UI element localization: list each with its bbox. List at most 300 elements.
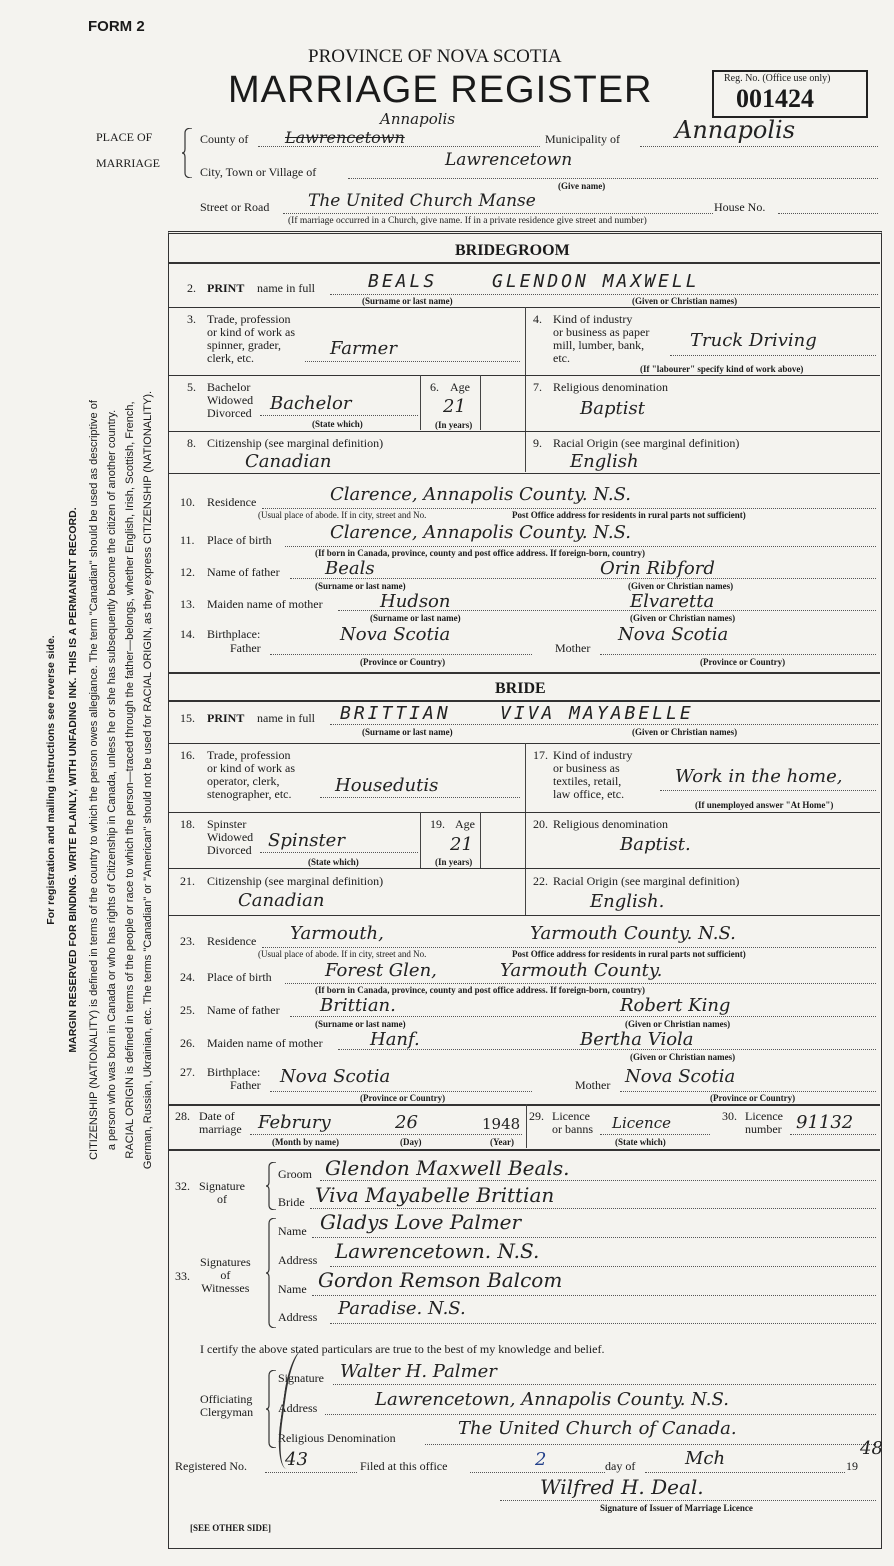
text-line: clerk, etc. [207,351,254,365]
dotted-fill-line [600,1134,710,1135]
reg-number-label: Reg. No. (Office use only) [724,73,831,84]
reg-number-box [712,70,868,118]
mother-bp-label: Mother [555,641,591,655]
groom-status: Bachelor [270,393,352,414]
dotted-fill-line [312,1295,876,1296]
rule-divider [168,431,880,432]
witness-address-label: Address [278,1310,318,1324]
rule-divider [525,307,526,472]
clergy-signature-label: Signature [278,1371,324,1385]
surname-note: (Surname or last name) [315,1019,406,1029]
field-number: 27. [180,1065,195,1079]
field-number: 18. [180,817,195,831]
dotted-fill-line [285,546,876,547]
dotted-fill-line [645,1472,845,1473]
bride-father-birthplace: Nova Scotia [280,1066,391,1087]
month-note: (Month by name) [272,1137,339,1147]
text-line: operator, clerk, [207,774,280,788]
bride-status-label [207,818,253,857]
text-line: law office, etc. [553,787,625,801]
bride-citizenship: Canadian [238,890,325,911]
field-number: 30. [722,1109,737,1123]
brace [266,1370,276,1448]
groom-given-names: GLENDON MAXWELL [492,271,700,292]
state-which-note: (State which) [615,1137,666,1147]
dotted-fill-line [250,1134,522,1135]
dotted-fill-line [265,1472,357,1473]
text-line: Kind of industry [553,748,633,762]
marriage-month: Februry [258,1112,331,1133]
rule-divider [168,1104,880,1106]
field-number: 32. [175,1179,190,1193]
industry-note: (If "labourer" specify kind of work above) [640,364,804,374]
filed-day: 2 [535,1449,547,1470]
groom-father-surname: Beals [325,558,375,579]
dotted-fill-line [262,508,876,509]
certification-statement: I certify the above stated particulars are true to the best of my knowledge and belief. [200,1342,605,1356]
birthplace-label: Birthplace: [207,627,261,641]
marriage-year: 1948 [482,1115,521,1133]
birth-note: (If born in Canada, province, county and post office address. If foreign-born, country) [315,548,646,558]
field-number: 24. [180,970,195,984]
text-line: Clergyman [200,1405,254,1419]
dotted-fill-line [640,146,878,147]
street-label: Street or Road [200,200,270,214]
witness2-name: Gordon Remson Balcom [318,1268,563,1292]
dotted-fill-line [320,1180,876,1181]
text-line: Trade, profession [207,748,291,762]
text-line: Trade, profession [207,312,291,326]
groom-sig-label: Groom [278,1167,312,1181]
house-label: House No. [714,200,766,214]
dotted-fill-line [283,213,713,214]
dotted-fill-line [260,415,418,416]
text-line: number [745,1122,782,1136]
text-line: textiles, retail, [553,774,622,788]
field-number: 29. [529,1109,544,1123]
field-number: 7. [533,380,542,394]
print-label: PRINT [207,711,245,725]
text-line: Signatures [200,1255,251,1269]
text-line: or business as paper [553,325,650,339]
bride-trade: Housedutis [335,775,439,796]
text-line: of [217,1192,227,1206]
mother-bp-label: Mother [575,1078,611,1092]
signature-of-label [199,1180,245,1206]
father-bp-label: Father [230,1078,261,1092]
brace [266,1218,276,1328]
witness-name-label: Name [278,1282,307,1296]
bride-religion: Baptist. [620,834,691,855]
dotted-fill-line [330,724,878,725]
text-line: or kind of work as [207,325,295,339]
margin-line: a person who was born in Canada or who has rights of Citizenship in Canada, unless he or she has subsequently become the citizen of another country. [106,409,118,1151]
birthplace-label: Birthplace: [207,1065,261,1079]
father-bp-label: Father [230,641,261,655]
bride-birthplace-county: Yarmouth County. [500,960,663,981]
witness1-address: Lawrencetown. N.S. [335,1239,540,1263]
province-country-note: (Province or Country) [360,1093,446,1103]
text-line: Kind of industry [553,312,633,326]
rule-divider [168,375,880,376]
bride-signature: Viva Mayabelle Brittian [315,1183,555,1207]
place-label: MARRIAGE [96,156,161,170]
rule-divider [168,1149,880,1151]
county-value-struck: Lawrencetown [285,128,405,147]
place-label: PLACE OF [96,130,153,144]
rule-divider [168,473,880,474]
birth-label: Place of birth [207,970,272,984]
rule-divider [168,262,880,264]
brace-shape [182,128,192,178]
residence-note: Post Office address for residents in rural parts not sufficient) [512,949,746,959]
text-line: Licence [552,1109,590,1123]
field-number: 3. [187,312,196,326]
text-line: Divorced [207,843,252,857]
brace-shape [182,128,192,178]
county-value: Annapolis [380,110,456,128]
birth-label: Place of birth [207,533,272,547]
text-line: spinner, grader, [207,338,282,352]
witness1-name: Gladys Love Palmer [320,1210,522,1234]
dotted-fill-line [270,1091,532,1092]
officiating-clergyman-label [200,1393,253,1419]
age-label: Age [455,817,475,831]
in-years-note: (In years) [435,857,473,867]
dotted-fill-line [262,947,876,948]
city-value: Lawrencetown [445,150,573,170]
bride-sig-label: Bride [278,1195,305,1209]
dotted-fill-line [620,1091,876,1092]
bride-age: 21 [450,834,473,855]
clergy-address-label: Address [278,1401,318,1415]
licence-label [552,1110,593,1136]
margin-line: German, Russian, Ukrainian, etc. The terms "Canadian" or "American" should not be used for RACIAL ORIGIN, as they express CITIZENSHIP (NATIONALITY). [142,390,154,1170]
birth-note: (If born in Canada, province, county and post office address. If foreign-born, country) [315,985,646,995]
field-number: 28. [175,1109,190,1123]
groom-industry: Truck Driving [690,330,817,351]
field-number: 11. [180,533,195,547]
text-line: Divorced [207,406,252,420]
groom-mother-surname: Hudson [380,591,451,612]
bride-industry-label [553,749,632,801]
dotted-fill-line [600,654,876,655]
bride-heading: BRIDE [495,680,546,697]
clergy-signature: Walter H. Palmer [340,1361,497,1382]
rule-divider [168,672,880,674]
dotted-fill-line [670,355,876,356]
groom-status-label [207,381,253,420]
field-number: 14. [180,627,195,641]
field-number: 16. [180,748,195,762]
dotted-fill-line [330,1323,876,1324]
reg-number: 001424 [736,84,814,113]
state-which-note: (State which) [312,419,363,429]
groom-industry-label [553,313,649,365]
rule-divider [168,307,880,308]
given-note: (Given or Christian names) [628,581,734,591]
municipality-value: Annapolis [675,116,796,144]
bride-racial-origin: English. [590,891,665,912]
dotted-fill-line [778,213,878,214]
given-note: (Given or Christian names) [630,613,736,623]
groom-religion: Baptist [580,398,645,419]
bride-surname: BRITTIAN [340,703,451,724]
groom-racial-origin: English [570,451,639,472]
dotted-fill-line [270,654,532,655]
text-line: Date of [199,1109,235,1123]
brace [266,1162,276,1210]
margin-line: For registration and mailing instructions see reverse side. [45,635,57,925]
dotted-fill-line [305,361,520,362]
street-value: The United Church Manse [308,191,536,211]
registered-number: 43 [285,1449,308,1470]
clergy-denomination: The United Church of Canada. [458,1418,737,1439]
rule-divider [525,743,526,915]
groom-trade: Farmer [330,338,397,359]
dotted-fill-line [330,294,878,295]
groom-citizenship: Canadian [245,451,332,472]
field-number: 26. [180,1036,195,1050]
text-line: Witnesses [201,1281,250,1295]
margin-line: RACIAL ORIGIN is defined in terms of the people or race to which the person—traced through the father—belongs, whether English, Irish, Scottish, French, [124,401,136,1159]
field-number: 4. [533,312,542,326]
name-in-full-label: name in full [257,281,315,295]
text-line: Licence [745,1109,783,1123]
dotted-fill-line [325,1414,876,1415]
field-number: 8. [187,436,196,450]
year-note: (Year) [490,1137,514,1147]
day-note: (Day) [400,1137,422,1147]
bride-father-given: Robert King [620,995,731,1016]
province-country-note: (Province or Country) [710,1093,796,1103]
binding-margin-instructions [40,391,156,1169]
rule-divider [168,915,880,916]
groom-mother-given: Elvaretta [630,591,715,612]
licence-number-label [745,1110,783,1136]
province-country-note: (Province or Country) [360,657,446,667]
day-of-label: day of [605,1459,636,1473]
surname-note: (Surname or last name) [370,613,461,623]
text-line: Spinster [207,817,247,831]
dotted-fill-line [425,1444,876,1445]
province-title: PROVINCE OF NOVA SCOTIA [308,46,562,67]
margin-line: MARGIN RESERVED FOR BINDING. WRITE PLAINLY, WITH UNFADING INK. THIS IS A PERMANENT RECORD. [67,507,79,1053]
surname-note: (Surname or last name) [315,581,406,591]
city-label: City, Town or Village of [200,165,317,179]
religion-label: Religious denomination [553,817,668,831]
brace-shape [266,1162,276,1210]
field-number: 10. [180,495,195,509]
rule-divider [168,743,880,744]
text-line: Signature [199,1179,245,1193]
dotted-fill-line [500,1500,876,1501]
field-number: 25. [180,1003,195,1017]
issuer-signature-label: Signature of Issuer of Marriage Licence [600,1503,753,1513]
text-line: Widowed [207,393,254,407]
text-line: mill, lumber, bank, [553,338,645,352]
see-other-side: [SEE OTHER SIDE] [190,1523,272,1533]
field-number: 13. [180,597,195,611]
field-number: 9. [533,436,542,450]
rule-divider [168,700,880,702]
witness-address-label: Address [278,1253,318,1267]
bride-mother-given: Bertha Viola [580,1029,694,1050]
text-line: stenographer, etc. [207,787,292,801]
name-in-full-label: name in full [257,711,315,725]
text-line: Officiating [200,1392,253,1406]
religion-label: Religious denomination [553,380,668,394]
given-note: (Given or Christian names) [632,727,738,737]
surname-note: (Surname or last name) [362,296,453,306]
groom-signature: Glendon Maxwell Beals. [325,1156,570,1180]
street-note: (If marriage occurred in a Church, give name. If in a private residence give street and number) [288,216,647,226]
dotted-fill-line [320,797,520,798]
dotted-fill-line [470,1472,605,1473]
groom-father-given: Orin Ribford [600,558,715,579]
field-number: 17. [533,748,548,762]
field-number: 6. [430,380,439,394]
dotted-fill-line [790,1134,876,1135]
groom-father-birthplace: Nova Scotia [340,624,451,645]
text-line: Widowed [207,830,254,844]
state-which-note: (State which) [308,857,359,867]
municipality-label: Municipality of [545,132,620,146]
groom-trade-label [207,313,295,365]
groom-surname: BEALS [368,271,438,292]
bride-residence-town: Yarmouth, [290,923,384,944]
racial-label: Racial Origin (see marginal definition) [553,436,740,450]
racial-label: Racial Origin (see marginal definition) [553,874,740,888]
field-number: 19. [430,817,445,831]
licence-or-banns: Licence [612,1114,671,1132]
rule-divider [168,868,880,869]
print-label: PRINT [207,281,245,295]
licence-number: 91132 [796,1112,854,1133]
rule-divider [420,812,421,868]
brace-shape [266,1218,276,1328]
date-label [199,1110,242,1136]
in-years-note: (In years) [435,420,473,430]
bride-status: Spinster [268,830,345,851]
age-label: Age [450,380,470,394]
field-number: 12. [180,565,195,579]
brace [182,128,192,178]
rule-divider [420,375,421,430]
text-line: marriage [199,1122,242,1136]
bride-given-names: VIVA MAYABELLE [500,703,694,724]
text-line: Bachelor [207,380,251,394]
field-number: 33. [175,1269,190,1283]
bride-birthplace-town: Forest Glen, [325,960,437,981]
dotted-fill-line [348,178,878,179]
bride-trade-label [207,749,295,801]
given-note: (Given or Christian names) [632,296,738,306]
bride-mother-surname: Hanf. [370,1029,420,1050]
mother-label: Maiden name of mother [207,1036,323,1050]
field-number: 22. [533,874,548,888]
residence-label: Residence [207,495,257,509]
residence-note: Post Office address for residents in rural parts not sufficient) [512,510,746,520]
mother-label: Maiden name of mother [207,597,323,611]
dotted-fill-line [310,1208,876,1209]
year-prefix: 19 [846,1459,858,1473]
witness2-address: Paradise. N.S. [338,1298,466,1319]
rule-divider [480,812,481,868]
form-number: FORM 2 [88,18,145,35]
margin-line: CITIZENSHIP (NATIONALITY) is defined in terms of the country to which the person owes allegiance. The term "Canadian" should be used as descriptive of [88,400,100,1160]
clergy-address: Lawrencetown, Annapolis County. N.S. [375,1389,729,1410]
given-note: (Given or Christian names) [625,1019,731,1029]
bride-residence-county: Yarmouth County. N.S. [530,923,736,944]
field-number: 5. [187,380,196,394]
bride-mother-birthplace: Nova Scotia [625,1066,736,1087]
groom-mother-birthplace: Nova Scotia [618,624,729,645]
bride-industry: Work in the home, [675,766,843,787]
field-number: 23. [180,934,195,948]
dotted-fill-line [285,983,876,984]
filed-year: 48 [860,1438,883,1459]
dotted-fill-line [260,852,418,853]
groom-birthplace: Clarence, Annapolis County. N.S. [330,522,632,543]
father-label: Name of father [207,565,280,579]
issuer-signature: Wilfred H. Deal. [540,1475,704,1499]
filed-label: Filed at this office [360,1459,448,1473]
field-number: 15. [180,711,195,725]
citizenship-label: Citizenship (see marginal definition) [207,436,384,450]
field-number: 2. [187,281,196,295]
text-line: of [220,1268,231,1282]
witness-name-label: Name [278,1224,307,1238]
citizenship-label: Citizenship (see marginal definition) [207,874,384,888]
text-line: etc. [553,351,570,365]
witnesses-label [200,1256,251,1295]
bridegroom-heading: BRIDEGROOM [455,242,570,259]
religious-denomination-label: Religious Denomination [278,1431,396,1445]
groom-residence: Clarence, Annapolis County. N.S. [330,484,632,505]
residence-note: (Usual place of abode. If in city, street and No. [258,949,427,959]
rule-divider [168,812,880,813]
bride-father-surname: Brittian. [320,995,396,1016]
residence-note: (Usual place of abode. If in city, street and No. [258,510,427,520]
field-number: 20. [533,817,548,831]
filed-month: Mch [685,1448,726,1469]
document-title: MARRIAGE REGISTER [228,69,653,111]
text-line: or banns [552,1122,593,1136]
rule-divider [526,1104,527,1148]
brace-shape [266,1370,276,1448]
province-country-note: (Province or Country) [700,657,786,667]
marriage-day: 26 [395,1112,418,1133]
county-label: County of [200,132,249,146]
industry-note: (If unemployed answer "At Home") [695,800,834,810]
residence-label: Residence [207,934,257,948]
dotted-fill-line [330,1266,876,1267]
give-name-note: (Give name) [558,181,606,191]
text-line: or kind of work as [207,761,295,775]
brace-shape [266,1218,276,1328]
given-note: (Given or Christian names) [630,1052,736,1062]
surname-note: (Surname or last name) [362,727,453,737]
registered-no-label: Registered No. [175,1459,247,1473]
dotted-fill-line [312,1237,876,1238]
father-label: Name of father [207,1003,280,1017]
brace-shape [266,1370,276,1448]
dotted-fill-line [333,1384,876,1385]
brace-shape [266,1162,276,1210]
dotted-fill-line [290,578,876,579]
dotted-fill-line [660,790,876,791]
